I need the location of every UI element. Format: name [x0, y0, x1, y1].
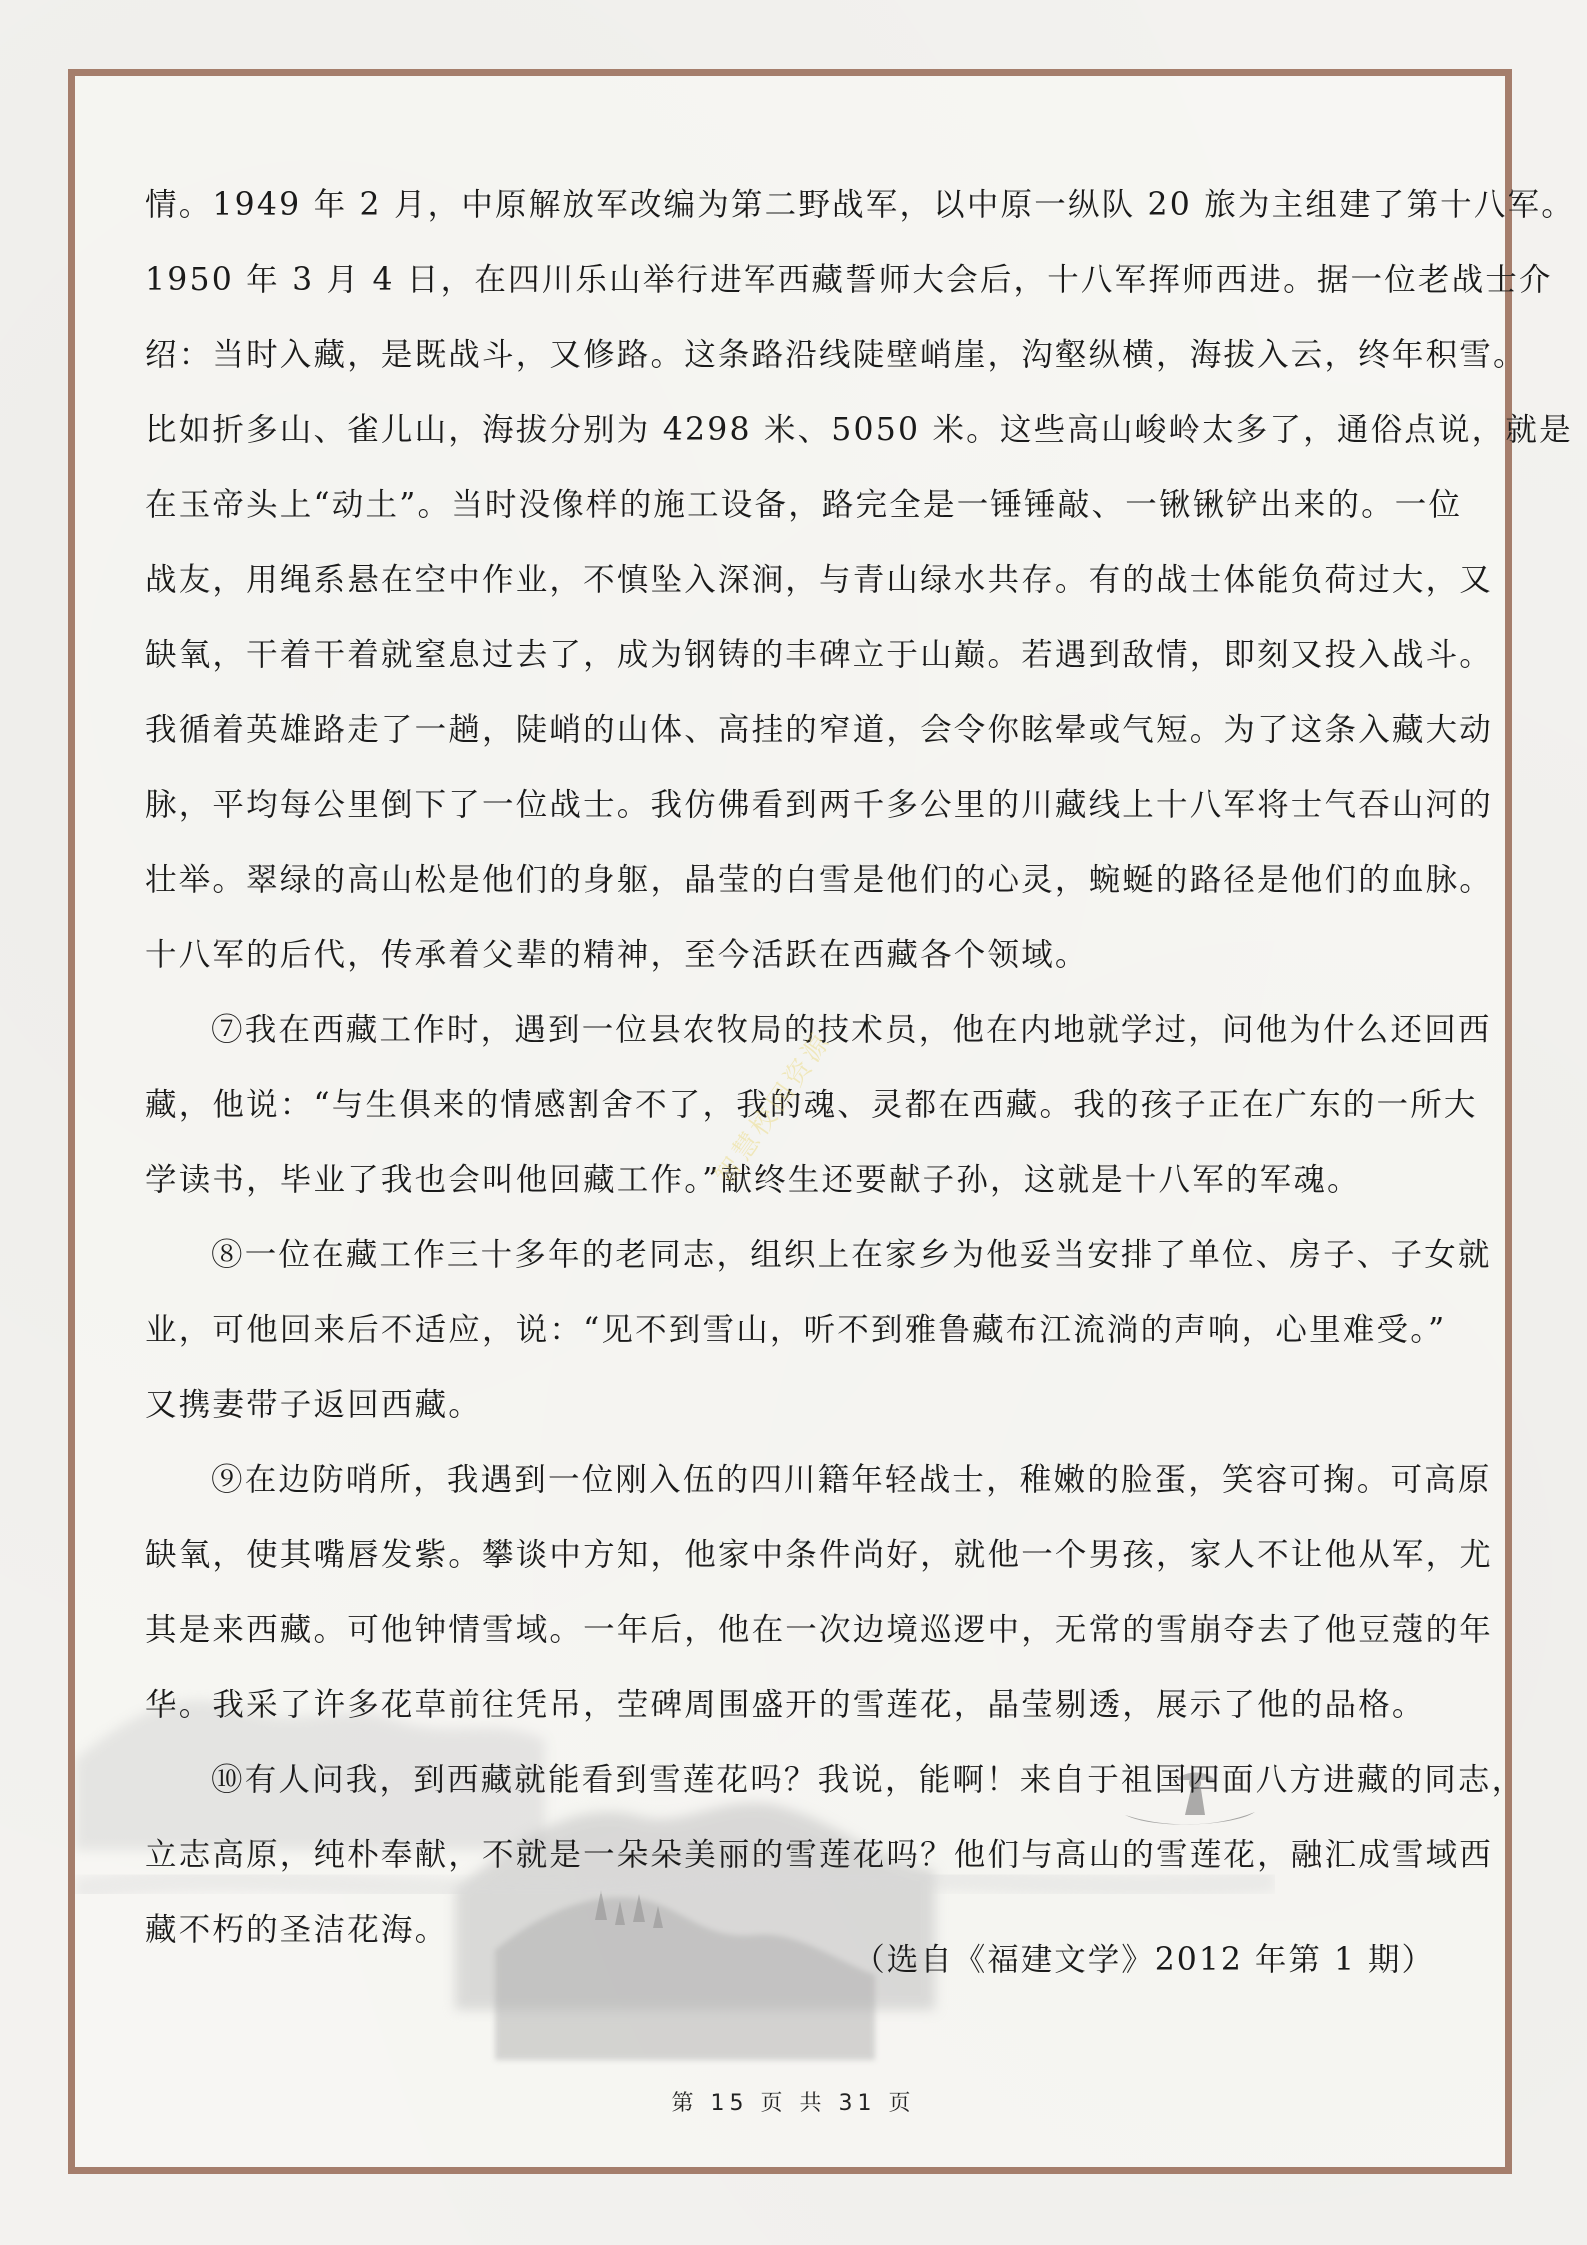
text-line: 情。1949 年 2 月，中原解放军改编为第二野战军，以中原一纵队 20 旅为主组建了第十八军。 — [145, 187, 1575, 223]
article-source: （选自《福建文学》2012 年第 1 期） — [853, 1942, 1435, 1978]
text-line: ⑦我在西藏工作时，遇到一位县农牧局的技术员，他在内地就学过，问他为什么还回西 — [211, 1012, 1492, 1048]
text-line: 战友，用绳系悬在空中作业，不慎坠入深涧，与青山绿水共存。有的战士体能负荷过大，又 — [145, 562, 1494, 598]
text-line: 壮举。翠绿的高山松是他们的身躯，晶莹的白雪是他们的心灵，蜿蜒的路径是他们的血脉。 — [145, 862, 1494, 898]
text-line: 业，可他回来后不适应，说：“见不到雪山，听不到雅鲁藏布江流淌的声响，心里难受。” — [145, 1312, 1447, 1348]
text-line: 其是来西藏。可他钟情雪域。一年后，他在一次边境巡逻中，无常的雪崩夺去了他豆蔻的年 — [145, 1612, 1494, 1648]
text-line: 立志高原，纯朴奉献，不就是一朵朵美丽的雪莲花吗？他们与高山的雪莲花，融汇成雪域西 — [145, 1837, 1494, 1873]
text-line: 藏不朽的圣洁花海。 — [145, 1912, 449, 1948]
text-line: ⑧一位在藏工作三十多年的老同志，组织上在家乡为他妥当安排了单位、房子、子女就 — [211, 1237, 1492, 1273]
text-line: 缺氧，干着干着就窒息过去了，成为钢铸的丰碑立于山巅。若遇到敌情，即刻又投入战斗。 — [145, 637, 1494, 673]
article-paragraph — [145, 1218, 1492, 1443]
text-line: 在玉帝头上“动土”。当时没像样的施工设备，路完全是一锤锤敲、一锹锹铲出来的。一位 — [145, 487, 1463, 523]
text-line: 藏，他说：“与生俱来的情感割舍不了，我的魂、灵都在西藏。我的孩子正在广东的一所大 — [145, 1087, 1478, 1123]
text-line: 1950 年 3 月 4 日，在四川乐山举行进军西藏誓师大会后，十八军挥师西进。据一位老战士介 — [145, 262, 1553, 298]
text-line: 比如折多山、雀儿山，海拔分别为 4298 米、5050 米。这些高山峻岭太多了，通俗点说，就是 — [145, 412, 1573, 448]
page-number: 第 15 页 共 31 页 — [671, 2091, 916, 2116]
text-line: 华。我采了许多花草前往凭吊，茔碑周围盛开的雪莲花，晶莹剔透，展示了他的品格。 — [145, 1687, 1426, 1723]
text-line: 绍：当时入藏，是既战斗，又修路。这条路沿线陡壁峭崖，沟壑纵横，海拔入云，终年积雪。 — [145, 337, 1527, 373]
text-line: 缺氧，使其嘴唇发紫。攀谈中方知，他家中条件尚好，就他一个男孩，家人不让他从军，尤 — [145, 1537, 1494, 1573]
watermark-text: 智慧校园资源 — [709, 1025, 838, 1191]
text-line: 脉，平均每公里倒下了一位战士。我仿佛看到两千多公里的川藏线上十八军将士气吞山河的 — [145, 787, 1494, 823]
article-paragraph — [145, 168, 1575, 993]
article-paragraph — [145, 1443, 1494, 1743]
text-line: 学读书，毕业了我也会叫他回藏工作。”献终生还要献子孙，这就是十八军的军魂。 — [145, 1162, 1361, 1198]
text-line: 十八军的后代，传承着父辈的精神，至今活跃在西藏各个领域。 — [145, 937, 1089, 973]
text-line: ⑩有人问我，到西藏就能看到雪莲花吗？我说，能啊！来自于祖国四面八方进藏的同志， — [211, 1762, 1526, 1798]
text-line: 我循着英雄路走了一趟，陡峭的山体、高挂的窄道，会令你眩晕或气短。为了这条入藏大动 — [145, 712, 1494, 748]
text-line: ⑨在边防哨所，我遇到一位刚入伍的四川籍年轻战士，稚嫩的脸蛋，笑容可掬。可高原 — [211, 1462, 1492, 1498]
text-line: 又携妻带子返回西藏。 — [145, 1387, 483, 1423]
